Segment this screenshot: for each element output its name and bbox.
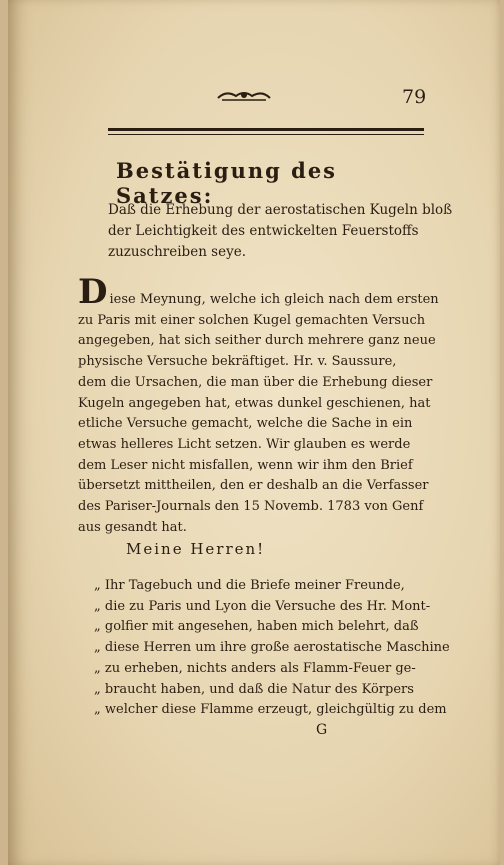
subtitle-line: der Leichtigkeit des entwickelten Feuerstoffs bbox=[108, 223, 419, 239]
subtitle-line: zuzuschreiben seye. bbox=[108, 244, 246, 260]
section-subtitle bbox=[108, 200, 453, 263]
letter-line: „ diese Herren um ihre große aerostatische Maschine bbox=[94, 640, 450, 656]
book-page bbox=[8, 0, 500, 865]
section-heading: Bestätigung des Satzes: bbox=[116, 158, 337, 208]
body-line: übersetzt mittheilen, den er deshalb an die Verfasser bbox=[78, 478, 429, 494]
body-paragraph bbox=[78, 272, 439, 538]
header-rule-thin bbox=[108, 134, 424, 135]
body-line: Diese Meynung, welche ich gleich nach dem ersten bbox=[78, 272, 439, 312]
body-line: Kugeln angegeben hat, etwas dunkel geschienen, hat bbox=[78, 395, 431, 411]
letter-line: „ golfier mit angesehen, haben mich belehrt, daß bbox=[94, 619, 419, 635]
body-line: zu Paris mit einer solchen Kugel gemachten Versuch bbox=[78, 312, 426, 328]
letter-salutation: Meine Herren! bbox=[126, 540, 266, 558]
body-line: dem die Ursachen, die man über die Erhebung dieser bbox=[78, 374, 433, 390]
letter-line: „ Ihr Tagebuch und die Briefe meiner Freunde, bbox=[94, 578, 405, 593]
body-line: etwas helleres Licht setzen. Wir glauben es werde bbox=[78, 436, 411, 452]
body-line: physische Versuche bekräftiget. Hr. v. Saussure, bbox=[78, 354, 397, 370]
ornament-icon bbox=[216, 88, 272, 104]
letter-line: „ die zu Paris und Lyon die Versuche des Hr. Mont- bbox=[94, 598, 431, 614]
body-line: aus gesandt hat. bbox=[78, 519, 187, 535]
letter-text bbox=[94, 576, 450, 721]
letter-line: „ braucht haben, und daß die Natur des Körpers bbox=[94, 681, 414, 697]
page-number: 79 bbox=[402, 86, 427, 108]
header-rule-thick bbox=[108, 128, 424, 131]
drop-cap: D bbox=[78, 272, 108, 312]
letter-line: „ welcher diese Flamme erzeugt, gleichgültig zu dem bbox=[94, 702, 447, 718]
signature-mark: G bbox=[316, 722, 328, 738]
letter-line: „ zu erheben, nichts anders als Flamm-Feuer ge- bbox=[94, 660, 416, 676]
body-line: etliche Versuche gemacht, welche die Sache in ein bbox=[78, 416, 413, 432]
body-line: dem Leser nicht misfallen, wenn wir ihm den Brief bbox=[78, 457, 413, 473]
body-line: angegeben, hat sich seither durch mehrere ganz neue bbox=[78, 333, 436, 349]
subtitle-line: Daß die Erhebung der aerostatischen Kugeln bloß bbox=[108, 202, 453, 218]
body-line: des Pariser-Journals den 15 Novemb. 1783 von Genf bbox=[78, 499, 424, 515]
